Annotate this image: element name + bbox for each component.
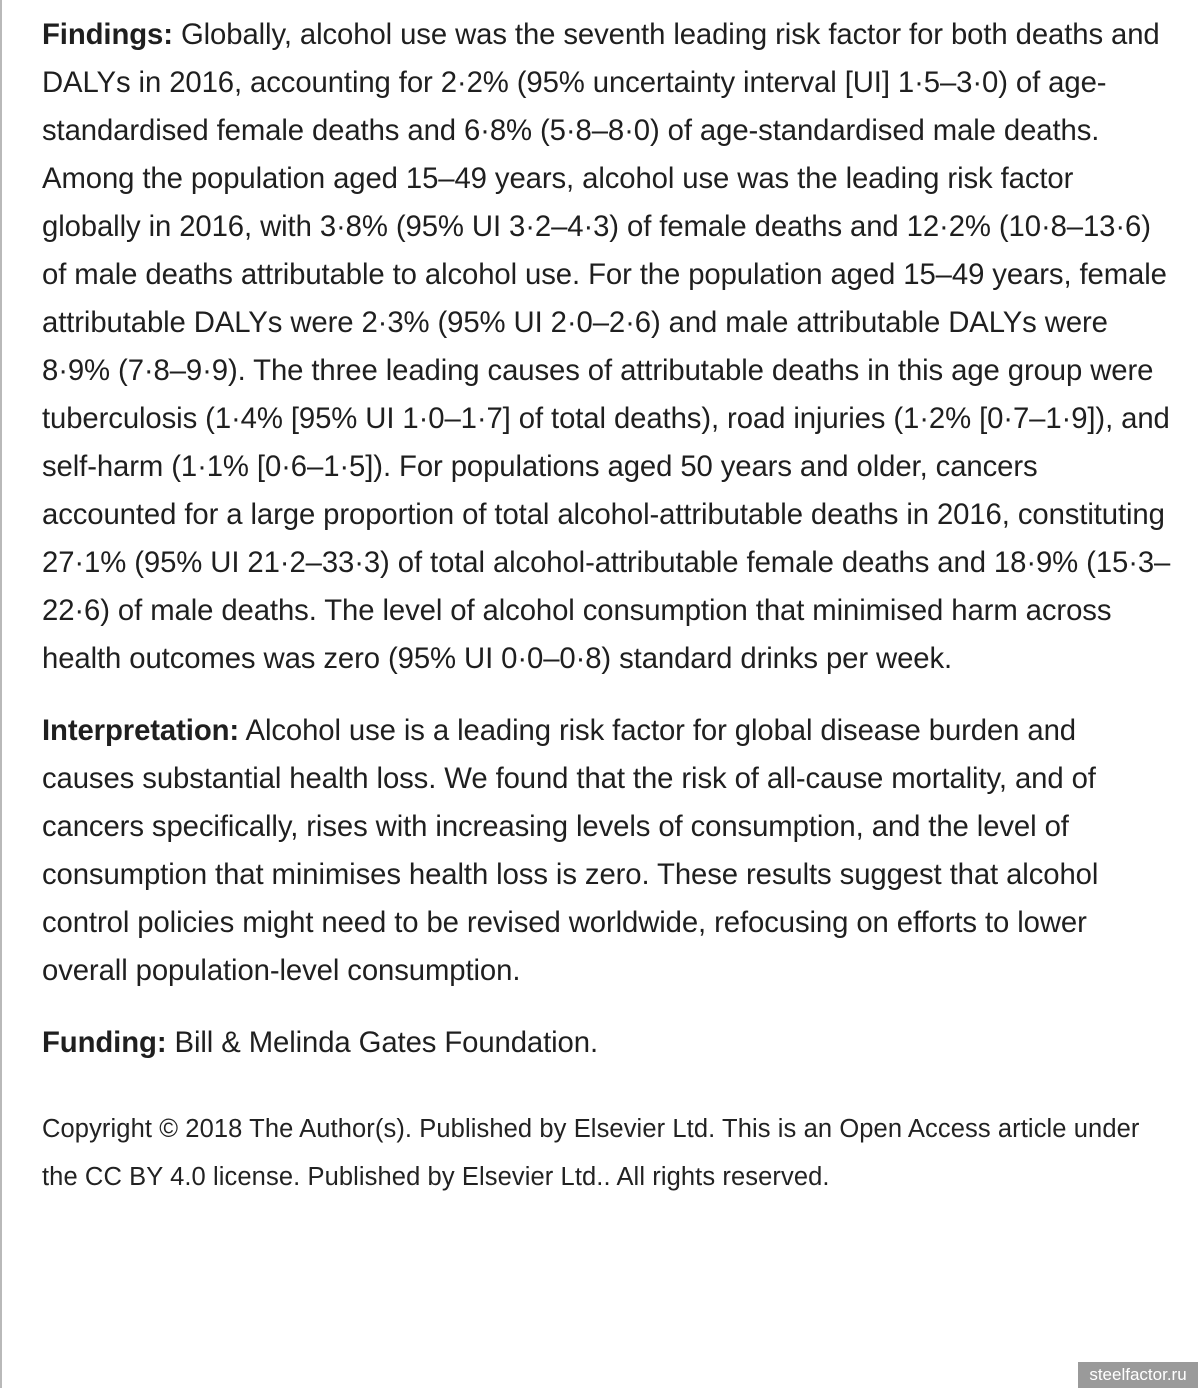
- findings-paragraph: [42, 11, 1172, 683]
- abstract-body: [42, 11, 1172, 1201]
- copyright-notice: Copyright © 2018 The Author(s). Published by Elsevier Ltd. This is an Open Access article under the CC BY 4.0 license. Published by Elsevier Ltd.. All rights reserved.: [42, 1115, 1140, 1191]
- funding-label: Funding:: [42, 1026, 167, 1059]
- watermark: steelfactor.ru: [1078, 1362, 1198, 1388]
- findings-label: Findings:: [42, 18, 173, 51]
- left-border: [0, 0, 2, 1388]
- funding-text: Bill & Melinda Gates Foundation.: [166, 1026, 598, 1059]
- findings-text: Globally, alcohol use was the seventh leading risk factor for both deaths and DALYs in 2016, accounting for 2·2% (95% uncertainty interval [UI] 1·5–3·0) of age-standardised female deaths and 6·8% (5·8–8·0) of age-standardised male deaths. Among the population aged 15–49 years, alcohol use was the leading risk factor globally in 2016, with 3·8% (95% UI 3·2–4·3) of female deaths and 12·2% (10·8–13·6) of male deaths attributable to alcohol use. For the population aged 15–49 years, female attributable DALYs were 2·3% (95% UI 2·0–2·6) and male attributable DALYs were 8·9% (7·8–9·9). The three leading causes of attributable deaths in this age group were tuberculosis (1·4% [95% UI 1·0–1·7] of total deaths), road injuries (1·2% [0·7–1·9]), and self-harm (1·1% [0·6–1·5]). For populations aged 50 years and older, cancers accounted for a large proportion of total alcohol-attributable deaths in 2016, constituting 27·1% (95% UI 21·2–33·3) of total alcohol-attributable female deaths and 18·9% (15·3–22·6) of male deaths. The level of alcohol consumption that minimised harm across health outcomes was zero (95% UI 0·0–0·8) standard drinks per week.: [42, 18, 1171, 675]
- interpretation-label: Interpretation:: [42, 714, 240, 747]
- interpretation-text: Alcohol use is a leading risk factor for global disease burden and causes substantial health loss. We found that the risk of all-cause mortality, and of cancers specifically, rises with increasing levels of consumption, and the level of consumption that minimises health loss is zero. These results suggest that alcohol control policies might need to be revised worldwide, refocusing on efforts to lower overall population-level consumption.: [42, 714, 1099, 987]
- funding-paragraph: [42, 1019, 1172, 1067]
- interpretation-paragraph: [42, 707, 1172, 995]
